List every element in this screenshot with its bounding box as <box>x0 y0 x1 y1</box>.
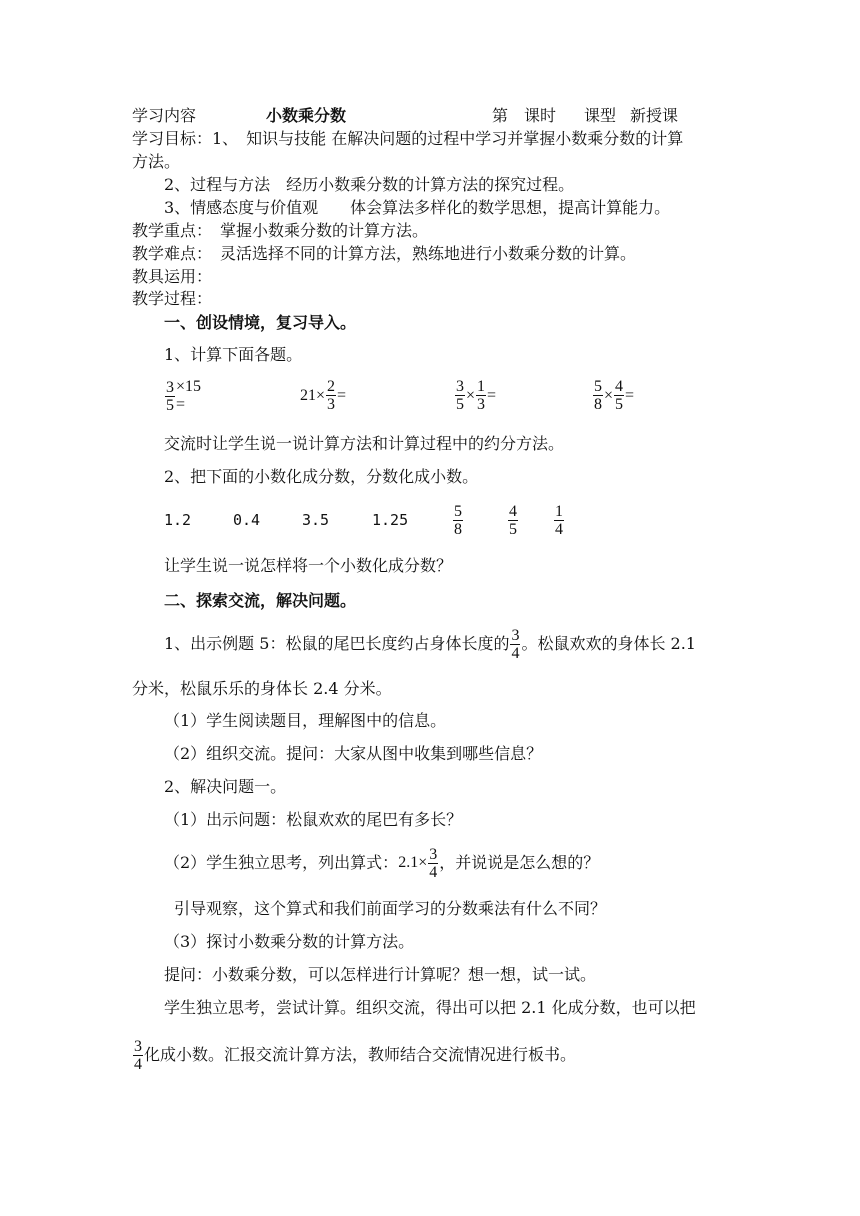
decimal-item: 1.2 <box>164 511 192 529</box>
numerator: 2 <box>327 378 336 395</box>
think-line-2 <box>132 1035 576 1075</box>
fraction <box>476 378 486 413</box>
example-5-line <box>164 624 696 664</box>
denominator: 8 <box>594 396 602 413</box>
expr-tail: = <box>487 386 497 404</box>
step-1: （1）学生阅读题目，理解图中的信息。 <box>164 711 447 730</box>
fraction <box>510 627 520 662</box>
fraction <box>165 379 175 414</box>
think-line: 学生独立思考，尝试计算。组织交流，得出可以把 2.1 化成分数，也可以把 <box>164 998 696 1017</box>
decimal-item: 1.25 <box>372 511 409 529</box>
difficulty: 教学难点： 灵活选择不同的计算方法，熟练地进行小数乘分数的计算。 <box>132 244 637 263</box>
section-1-heading: 一、创设情境，复习导入。 <box>164 313 357 332</box>
operator: × <box>466 386 476 404</box>
fraction <box>554 503 564 538</box>
think-line-2-text: 化成小数。汇报交流计算方法，教师结合交流情况进行板书。 <box>144 1045 577 1064</box>
question-1: 1、计算下面各题。 <box>164 345 303 364</box>
denominator: 5 <box>456 396 464 413</box>
fraction <box>455 378 465 413</box>
fraction-item <box>553 500 565 540</box>
problem-1-step-1: （1）出示问题：松鼠欢欢的尾巴有多长？ <box>164 810 463 829</box>
tools: 教具运用： <box>132 267 213 286</box>
fraction <box>326 378 336 413</box>
guide-note: 引导观察，这个算式和我们前面学习的分数乘法有什么不同？ <box>174 899 607 918</box>
numerator: 3 <box>134 1037 142 1055</box>
numerator: 5 <box>454 502 462 520</box>
expr-tail: ×15 = <box>176 378 202 413</box>
header-label: 学习内容 <box>132 106 197 125</box>
section-2-heading: 二、探索交流，解决问题。 <box>164 591 357 610</box>
type-value: 新授课 <box>630 106 679 125</box>
denominator: 8 <box>454 520 462 538</box>
numerator: 3 <box>166 378 174 396</box>
process-label: 教学过程： <box>132 289 213 308</box>
example-5-line-2: 分米，松鼠乐乐的身体长 2.4 分米。 <box>132 679 392 698</box>
numerator: 1 <box>477 378 486 395</box>
objective-line-1: 学习目标：1、 知识与技能 在解决问题的过程中学习并掌握小数乘分数的计算 <box>132 129 684 148</box>
denominator: 3 <box>477 396 486 413</box>
fraction-item <box>507 500 519 540</box>
decimal-item: 3.5 <box>302 511 330 529</box>
denominator: 4 <box>511 644 520 662</box>
expr-2 <box>300 378 346 413</box>
denominator: 4 <box>134 1055 142 1073</box>
expr-3 <box>454 378 496 413</box>
problem-1-heading: 2、解决问题一。 <box>164 777 287 796</box>
objective-line-2: 2、过程与方法 经历小数乘分数的计算方法的探究过程。 <box>164 175 575 194</box>
key-point: 教学重点： 掌握小数乘分数的计算方法。 <box>132 221 429 240</box>
example-5-text-cont: 。松鼠欢欢的身体长 2.1 <box>521 634 696 653</box>
numerator: 3 <box>511 626 520 644</box>
operator: × <box>604 386 614 404</box>
numerator: 5 <box>594 378 602 395</box>
expr-head: 2.1× <box>398 854 428 871</box>
example-5-text: 1、出示例题 5：松鼠的尾巴长度约占身体长度的 <box>164 634 510 653</box>
denominator: 5 <box>509 520 517 538</box>
numerator: 3 <box>456 378 464 395</box>
fraction <box>428 846 438 881</box>
numerator: 4 <box>615 378 624 395</box>
fraction <box>453 503 463 538</box>
ask-convert: 让学生说一说怎样将一个小数化成分数？ <box>164 556 453 575</box>
numerator: 1 <box>555 502 563 520</box>
denominator: 4 <box>555 520 563 538</box>
fraction <box>593 378 603 413</box>
expr-tail: = <box>625 386 635 404</box>
expr-tail: = <box>337 386 347 404</box>
denominator: 5 <box>615 396 624 413</box>
problem-1-step-2 <box>164 843 599 883</box>
expr-4 <box>592 378 634 413</box>
fraction <box>133 1038 143 1073</box>
lesson-title: 小数乘分数 <box>266 106 347 125</box>
ask-method: 提问：小数乘分数，可以怎样进行计算呢？想一想，试一试。 <box>164 965 597 984</box>
expr-head: 21× <box>300 386 326 404</box>
denominator: 3 <box>327 396 336 413</box>
denominator: 4 <box>429 863 438 881</box>
fraction <box>508 503 518 538</box>
decimal-item: 0.4 <box>233 511 261 529</box>
period-label: 第 课时 <box>492 106 557 125</box>
fraction <box>614 378 624 413</box>
numerator: 4 <box>509 502 517 520</box>
expr-1 <box>164 378 201 414</box>
step-2: （2）组织交流。提问：大家从图中收集到哪些信息？ <box>164 744 543 763</box>
step-2-text-cont: ，并说说是怎么想的？ <box>439 853 600 872</box>
fraction-item <box>452 500 464 540</box>
exchange-note: 交流时让学生说一说计算方法和计算过程中的约分方法。 <box>164 434 565 453</box>
type-label: 课型 <box>584 106 617 125</box>
objective-line-3: 3、情感态度与价值观 体会算法多样化的数学思想，提高计算能力。 <box>164 198 671 217</box>
denominator: 5 <box>166 396 174 414</box>
objective-line-1-cont: 方法。 <box>132 152 181 171</box>
numerator: 3 <box>429 845 438 863</box>
question-2: 2、把下面的小数化成分数，分数化成小数。 <box>164 467 479 486</box>
problem-1-step-3: （3）探讨小数乘分数的计算方法。 <box>164 932 415 951</box>
step-2-text: （2）学生独立思考，列出算式： <box>164 853 399 872</box>
